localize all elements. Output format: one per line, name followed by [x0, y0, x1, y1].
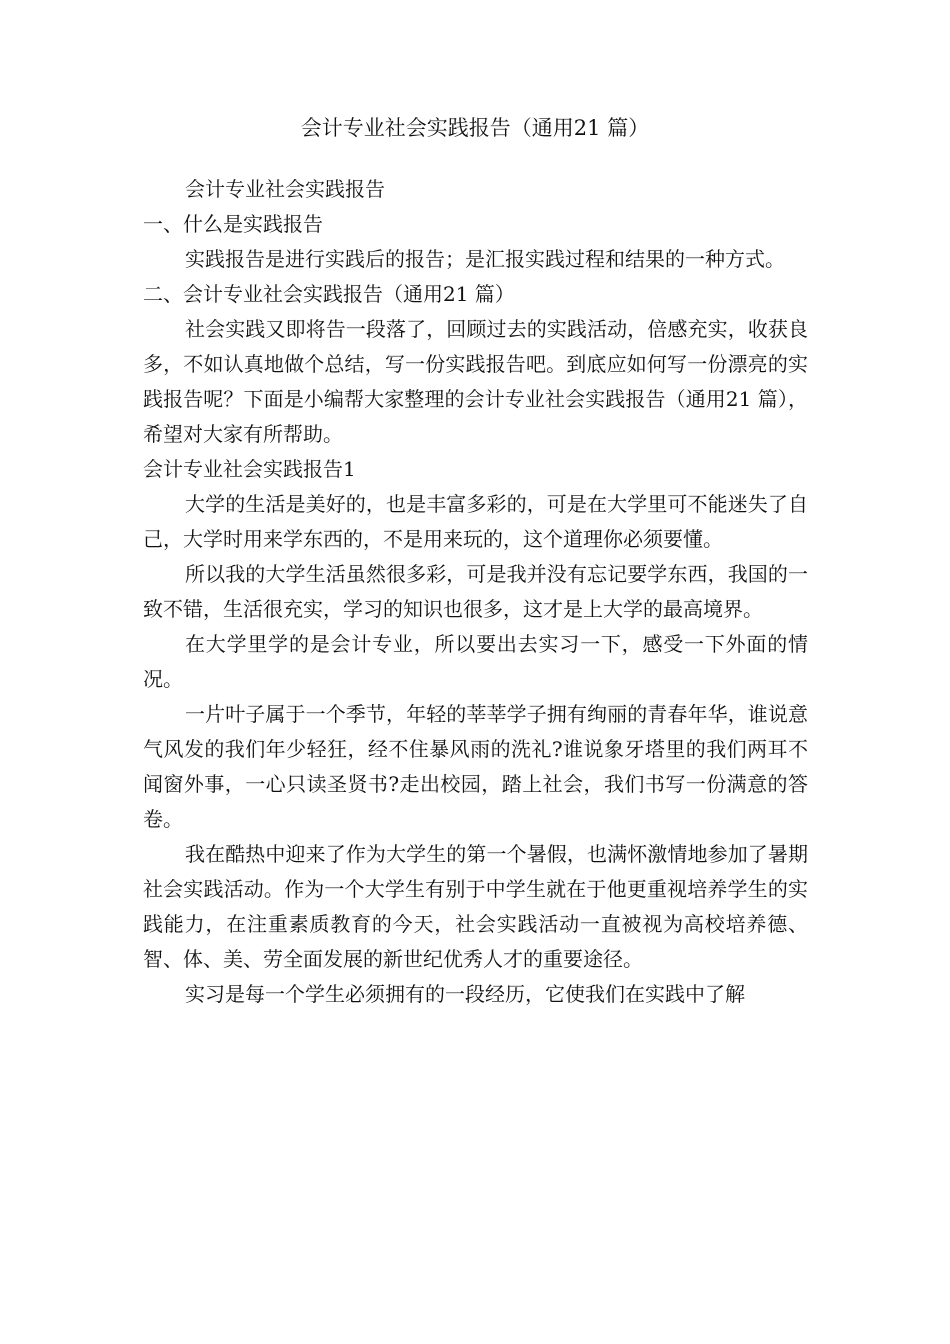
- paragraph: 所以我的大学生活虽然很多彩，可是我并没有忘记要学东西，我国的一致不错，生活很充实，学习的知识也很多，这才是上大学的最高境界。: [143, 562, 808, 621]
- paragraph: 在大学里学的是会计专业，所以要出去实习一下，感受一下外面的情况。: [143, 632, 808, 691]
- paragraph: 一片叶子属于一个季节，年轻的莘莘学子拥有绚丽的青春年华，谁说意气风发的我们年少轻狂，经不住暴风雨的洗礼?谁说象牙塔里的我们两耳不闻窗外事，一心只读圣贤书?走出校园，踏上社会，我们书写一份满意的答卷。: [143, 702, 808, 831]
- section-heading: 会计专业社会实践报告1: [143, 457, 356, 481]
- document-title: 会计专业社会实践报告（通用21 篇）: [300, 116, 650, 140]
- document-body: [143, 172, 808, 1012]
- paragraph: 我在酷热中迎来了作为大学生的第一个暑假，也满怀激情地参加了暑期社会实践活动。作为一个大学生有别于中学生就在于他更重视培养学生的实践能力，在注重素质教育的今天，社会实践活动一直被视为高校培养德、智、体、美、劳全面发展的新世纪优秀人才的重要途径。: [143, 842, 808, 971]
- section-heading: 二、会计专业社会实践报告（通用21 篇）: [143, 282, 515, 306]
- paragraph: 实习是每一个学生必须拥有的一段经历，它使我们在实践中了解: [185, 982, 745, 1006]
- paragraph: 社会实践又即将告一段落了，回顾过去的实践活动，倍感充实，收获良多，不如认真地做个总结，写一份实践报告吧。到底应如何写一份漂亮的实践报告呢？下面是小编帮大家整理的会计专业社会实践报告（通用21 篇），希望对大家有所帮助。: [143, 317, 808, 446]
- paragraph: 实践报告是进行实践后的报告；是汇报实践过程和结果的一种方式。: [185, 247, 785, 271]
- paragraph: 大学的生活是美好的，也是丰富多彩的，可是在大学里可不能迷失了自己，大学时用来学东西的，不是用来玩的，这个道理你必须要懂。: [143, 492, 808, 551]
- section-heading: 一、什么是实践报告: [143, 212, 323, 236]
- paragraph: 会计专业社会实践报告: [185, 177, 385, 201]
